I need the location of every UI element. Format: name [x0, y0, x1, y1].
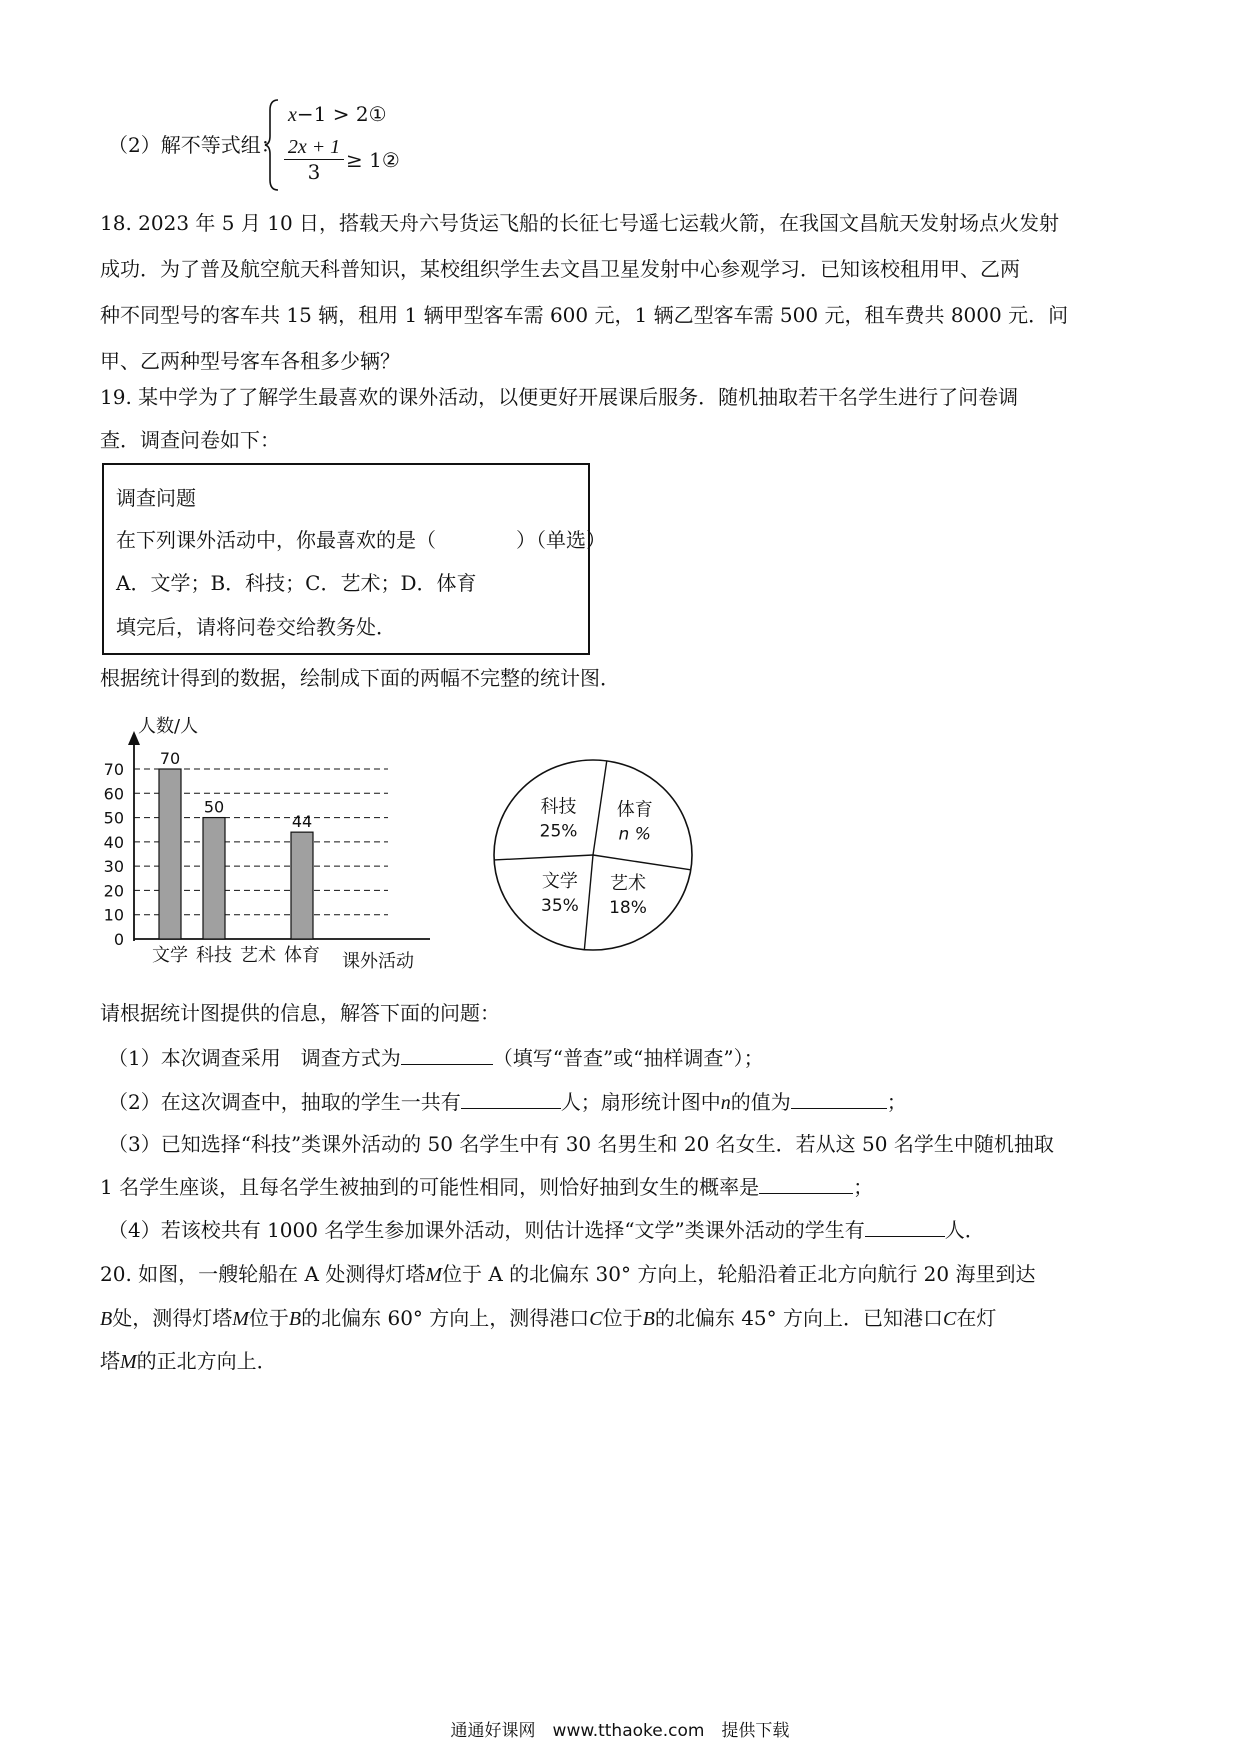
q18-line: 种不同型号的客车共 15 辆，租用 1 辆甲型客车需 600 元，1 辆乙型客车需 500 元，租车费共 8000 元．问	[100, 303, 1069, 327]
q20-line1: 20. 如图，一艘轮船在 A 处测得灯塔M位于 A 的北偏东 30° 方向上，轮船沿着正北方向航行 20 海里到达	[100, 1262, 1036, 1286]
y-tick-label: 0	[113, 930, 124, 949]
x-tick-label: 文学	[152, 945, 188, 966]
q19-part3-line1: （3）已知选择“科技”类课外活动的 50 名学生中有 30 名男生和 20 名女生．若从这 50 名学生中随机抽取	[108, 1132, 1054, 1156]
bar	[291, 832, 313, 939]
survey-question: 在下列课外活动中，你最喜欢的是（ ）（单选）	[116, 528, 606, 552]
x-tick-label: 艺术	[240, 945, 276, 966]
part2-text-d: ；	[886, 1090, 907, 1114]
inequality-2-rest: ≥ 1②	[346, 148, 400, 172]
answer-blank-5[interactable]	[865, 1216, 945, 1237]
part1-text-a: （1）本次调查采用 调查方式为	[108, 1046, 401, 1070]
survey-footer: 填完后，请将问卷交给教务处．	[116, 615, 396, 639]
answer-intro: 请根据统计图提供的信息，解答下面的问题：	[100, 1001, 500, 1025]
y-tick-label: 60	[103, 784, 124, 804]
q19-intro-line: 19. 某中学为了了解学生最喜欢的课外活动，以便更好开展课后服务．随机抽取若干名学生进行了问卷调	[100, 385, 1019, 409]
pie-chart	[490, 758, 700, 958]
y-tick-label: 30	[103, 857, 124, 877]
part3-text-a: 1 名学生座谈，且每名学生被抽到的可能性相同，则恰好抽到女生的概率是	[100, 1175, 760, 1199]
x-tick-label: 科技	[196, 945, 232, 966]
y-tick-label: 70	[103, 760, 124, 779]
survey-options: A．文学；B．科技；C．艺术；D．体育	[116, 571, 477, 595]
part4-text-a: （4）若该校共有 1000 名学生参加课外活动，则估计选择“文学”类课外活动的学生有	[108, 1218, 865, 1242]
q18-line: 甲、乙两种型号客车各租多少辆？	[100, 349, 400, 373]
answer-blank-2[interactable]	[461, 1088, 561, 1109]
q18-line: 成功．为了普及航空航天科普知识，某校组织学生去文昌卫星发射中心参观学习．已知该校租用甲、乙两	[100, 257, 1020, 281]
pie-slice-label: 艺术	[609, 873, 646, 895]
part1-text-b: （填写“普查”或“抽样调查”）；	[492, 1046, 764, 1070]
bar	[203, 818, 225, 939]
pie-slice-label: 体育	[616, 799, 653, 821]
y-tick-label: 50	[103, 808, 124, 828]
q18-line: 18. 2023 年 5 月 10 日，搭载天舟六号货运飞船的长征七号遥七运载火箭，在我国文昌航天发射场点火发射	[100, 211, 1060, 235]
pie-slice-label: 文学	[541, 870, 578, 892]
bar-value-label: 44	[291, 812, 313, 832]
q20-line2: B处，测得灯塔M位于B的北偏东 60° 方向上，测得港口C位于B的北偏东 45° 方向上．已知港口C在灯	[100, 1306, 997, 1330]
x-axis-label: 课外活动	[342, 951, 414, 972]
pie-slice-value: 18%	[609, 898, 647, 919]
part2-text-a: （2）在这次调查中，抽取的学生一共有	[108, 1090, 461, 1114]
q17-part2-label: （2）解不等式组：	[108, 133, 281, 157]
fraction-denominator: 3	[307, 160, 321, 184]
q20-line3: 塔M的正北方向上．	[100, 1349, 277, 1373]
q19-part3-line2	[100, 1173, 873, 1201]
pie-slice-value: 35%	[541, 895, 579, 916]
x-tick-label: 体育	[284, 945, 320, 966]
page-footer: 通通好课网 www.tthaoke.com 提供下载	[450, 1721, 790, 1741]
bar	[159, 769, 181, 939]
survey-box	[102, 463, 606, 655]
inequality-1	[288, 100, 387, 129]
ineq1-rest: −1 > 2①	[296, 102, 387, 126]
y-tick-label: 20	[103, 881, 124, 901]
charts-intro: 根据统计得到的数据，绘制成下面的两幅不完整的统计图．	[100, 666, 620, 690]
pie-slice-value: n %	[618, 824, 651, 845]
q19-intro-line: 查．调查问卷如下：	[100, 428, 280, 452]
part2-text-b: 人；扇形统计图中	[560, 1090, 721, 1114]
part2-text-c: 的值为	[730, 1090, 791, 1114]
var-x: x	[288, 104, 297, 126]
bar-value-label: 70	[159, 749, 181, 768]
part3-text-b: ；	[853, 1175, 874, 1199]
part4-text-b: 人．	[944, 1218, 985, 1242]
y-tick-label: 10	[103, 905, 124, 925]
system-brace	[264, 98, 284, 192]
bar-chart	[90, 710, 430, 980]
answer-blank-1[interactable]	[401, 1044, 493, 1065]
q19-part4	[108, 1216, 985, 1244]
fraction	[284, 135, 344, 184]
answer-blank-3[interactable]	[791, 1088, 887, 1109]
pie-slice-label: 科技	[540, 796, 577, 818]
y-axis-label: 人数/人	[138, 716, 199, 737]
fraction-numerator: 2x + 1	[284, 135, 344, 160]
survey-title: 调查问题	[116, 486, 196, 510]
q19-part1	[108, 1044, 764, 1072]
q19-part2	[108, 1088, 907, 1117]
y-tick-label: 40	[103, 832, 124, 852]
bar-value-label: 50	[203, 797, 225, 817]
answer-blank-4[interactable]	[759, 1173, 853, 1194]
var-n: n	[720, 1092, 731, 1114]
pie-slice-value: 25%	[539, 821, 578, 842]
